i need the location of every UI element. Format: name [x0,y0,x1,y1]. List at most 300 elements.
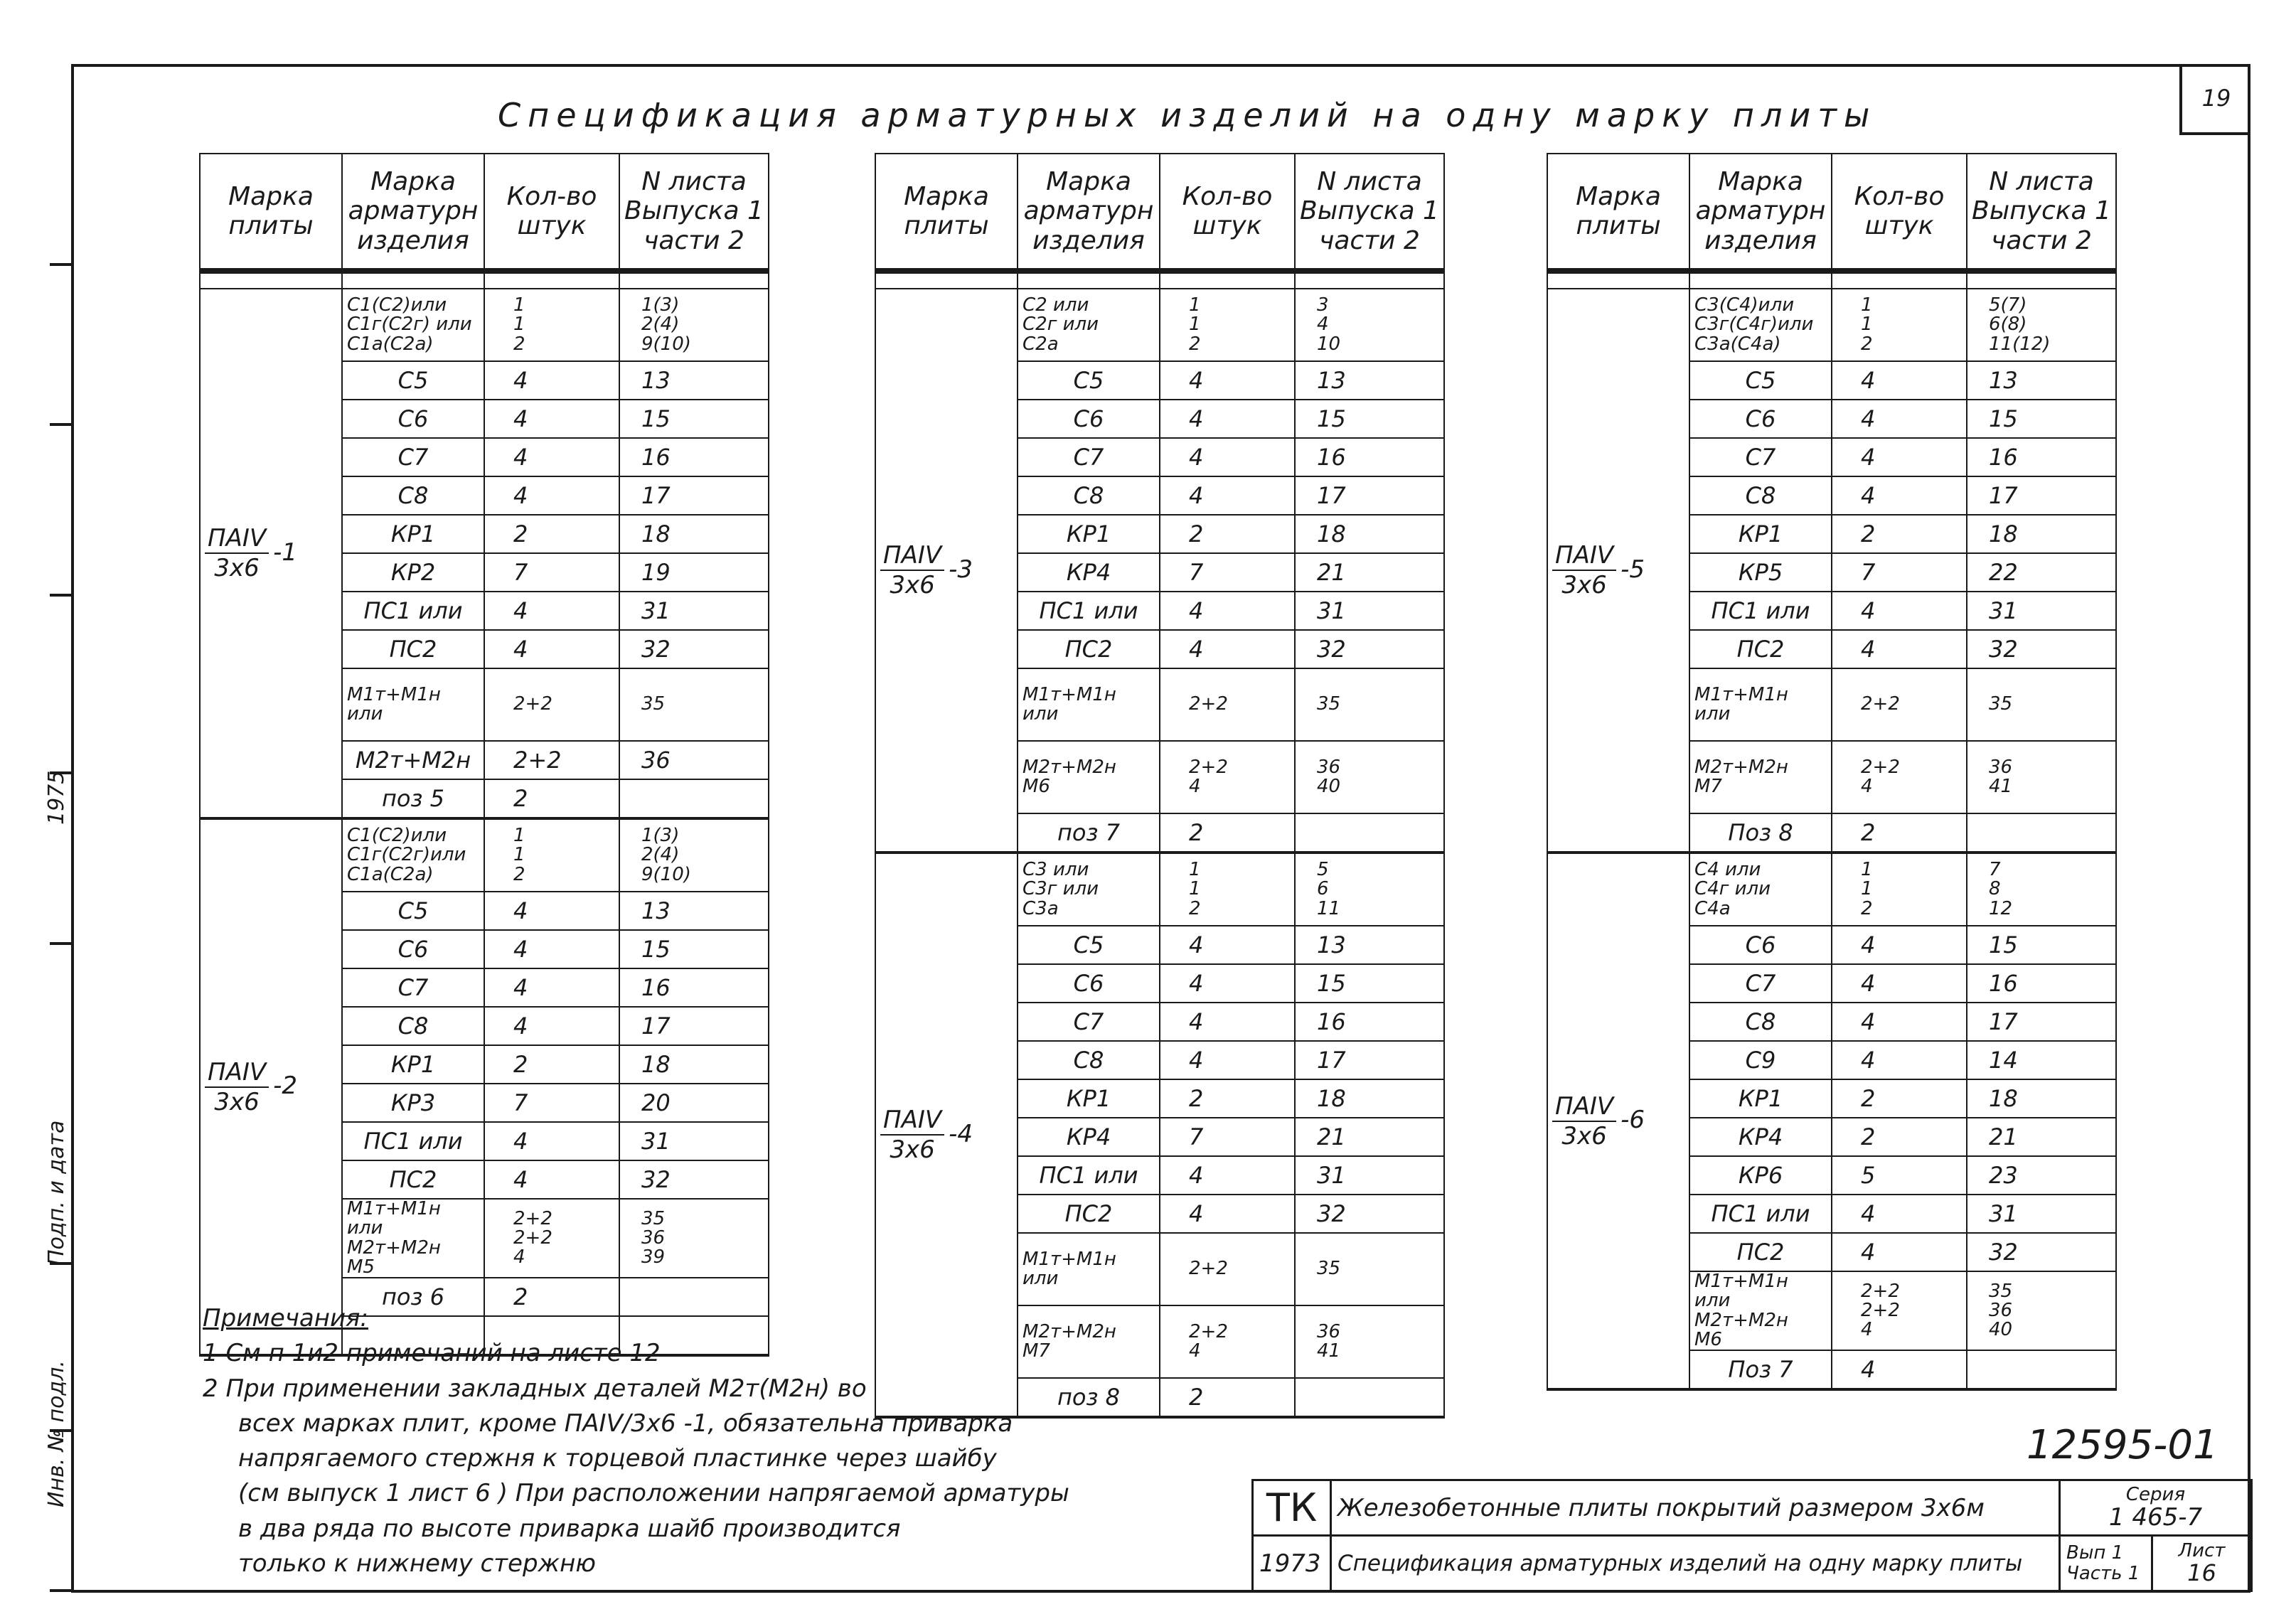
reinforcement-item: С7 [1689,964,1832,1003]
item-quantity: 4 [1832,400,1967,438]
page-number: 19 [2179,64,2250,135]
plate-mark-suffix: -4 [949,1119,973,1148]
item-sheet-ref: 17 [619,1007,769,1045]
item-sheet-ref [619,779,769,818]
reinforcement-item: С5 [1018,361,1160,400]
item-quantity: 4 [484,1007,619,1045]
item-sheet-ref: 15 [1295,400,1444,438]
item-quantity: 2+2 4 [1832,741,1967,813]
item-sheet-ref [1967,813,2116,853]
reinforcement-item: М1т+М1н или [1018,1233,1160,1305]
item-sheet-ref: 35 36 40 [1967,1271,2116,1350]
item-quantity: 4 [1832,1350,1967,1389]
item-quantity: 7 [1160,553,1295,592]
header-qty: Кол-во штук [1832,154,1967,271]
reinforcement-item: М2т+М2н [342,741,484,779]
reinforcement-item: С6 [342,930,484,968]
item-quantity: 4 [1832,926,1967,964]
item-quantity: 1 1 2 [484,289,619,361]
item-sheet-ref: 21 [1295,553,1444,592]
item-sheet-ref: 16 [1967,964,2116,1003]
reinforcement-item: поз 6 [342,1278,484,1316]
item-quantity: 4 [1160,438,1295,476]
reinforcement-item: С7 [342,968,484,1007]
margin-tick [50,1589,73,1592]
reinforcement-item: С8 [1689,476,1832,515]
item-quantity: 2+2 [484,668,619,741]
plate-mark [200,289,342,818]
item-quantity: 1 1 2 [484,818,619,892]
item-quantity: 4 [484,438,619,476]
item-quantity: 2+2 4 [1160,741,1295,813]
item-sheet-ref: 31 [619,1122,769,1160]
reinforcement-item: М1т+М1н или [1689,668,1832,741]
stamp-series [2060,1480,2252,1536]
side-text: Подп. и дата [44,1120,69,1266]
table-row [1547,853,2116,926]
reinforcement-item: КР4 [1018,1118,1160,1156]
item-quantity: 4 [484,630,619,668]
reinforcement-item: ПС1 или [1018,1156,1160,1195]
plate-mark-fraction [880,1106,944,1164]
item-quantity: 4 [1160,964,1295,1003]
item-sheet-ref: 32 [1295,630,1444,668]
item-sheet-ref: 16 [1295,438,1444,476]
header-sheet: N листа Выпуска 1 части 2 [1295,154,1444,271]
reinforcement-item: КР1 [342,515,484,553]
item-quantity: 4 [484,1160,619,1199]
reinforcement-item: С6 [342,400,484,438]
note-line: всех марках плит, кроме ПАIV/3x6 -1, обязательна приварка [238,1409,1013,1438]
item-quantity: 7 [484,1084,619,1122]
reinforcement-item: ПС2 [342,1160,484,1199]
item-sheet-ref: 22 [1967,553,2116,592]
stamp-name-2: Спецификация арматурных изделий на одну марку плиты [1331,1536,2060,1591]
reinforcement-item: С3(С4)или С3г(С4г)или С3а(С4а) [1689,289,1832,361]
reinforcement-item: С7 [342,438,484,476]
reinforcement-item: С8 [342,1007,484,1045]
item-quantity: 4 [1832,1233,1967,1271]
header-sheet: N листа Выпуска 1 части 2 [1967,154,2116,271]
item-sheet-ref: 5 6 11 [1295,853,1444,926]
spacer-cell [342,271,484,289]
reinforcement-item: М1т+М1н или М2т+М2н М5 [342,1199,484,1278]
item-quantity: 4 [1160,926,1295,964]
item-quantity: 2 [1832,515,1967,553]
reinforcement-item: С8 [1018,1041,1160,1079]
item-quantity: 1 1 2 [1832,853,1967,926]
item-quantity: 4 [1832,592,1967,630]
stamp-name-1: Железобетонные плиты покрытий размером 3х6м [1331,1480,2060,1536]
plate-mark-fraction [205,524,269,582]
table-row [1547,289,2116,361]
item-sheet-ref: 13 [619,361,769,400]
notes [203,1301,1255,1581]
plate-mark-suffix: -5 [1620,555,1645,584]
table-row [200,289,769,361]
item-quantity: 4 [1832,1195,1967,1233]
plate-mark-suffix: -2 [273,1072,298,1101]
header-qty: Кол-во штук [1160,154,1295,271]
reinforcement-item: КР4 [1689,1118,1832,1156]
stamp-sheet-label: Лист [2178,1539,2226,1561]
reinforcement-item: ПС2 [1689,1233,1832,1271]
stamp-sheet [2152,1536,2252,1591]
item-quantity: 2 [484,779,619,818]
item-sheet-ref: 15 [1967,400,2116,438]
item-sheet-ref: 35 36 39 [619,1199,769,1278]
item-quantity: 2 [1832,1118,1967,1156]
item-sheet-ref: 36 [619,741,769,779]
item-sheet-ref: 36 41 [1967,741,2116,813]
reinforcement-item: С5 [342,361,484,400]
spacer-cell [1018,271,1160,289]
plate-mark-suffix: -3 [949,555,973,584]
spec-table [875,153,1445,1419]
item-sheet-ref: 15 [1295,964,1444,1003]
stamp-issue: Вып 1 Часть 1 [2060,1536,2152,1591]
item-quantity: 4 [484,930,619,968]
item-sheet-ref: 17 [619,476,769,515]
item-quantity: 2 [1160,515,1295,553]
item-quantity: 2 [1832,813,1967,853]
document-number: 12595-01 [2027,1422,2218,1468]
item-sheet-ref: 36 41 [1295,1305,1444,1378]
note-line: напрягаемого стержня к торцевой пластинке через шайбу [238,1444,997,1473]
item-quantity: 2+2 [484,741,619,779]
stamp-series-value: 1 465-7 [2108,1503,2203,1532]
spacer-cell [484,271,619,289]
item-sheet-ref: 15 [1967,926,2116,964]
item-sheet-ref: 31 [1295,592,1444,630]
item-quantity: 4 [1160,1156,1295,1195]
reinforcement-item: КР1 [1689,515,1832,553]
reinforcement-item: ПС2 [1018,1195,1160,1233]
item-sheet-ref: 32 [1295,1195,1444,1233]
item-quantity: 1 1 2 [1160,853,1295,926]
item-sheet-ref [1295,813,1444,853]
item-quantity: 4 [1160,1195,1295,1233]
item-sheet-ref: 31 [1295,1156,1444,1195]
item-sheet-ref: 3 4 10 [1295,289,1444,361]
item-quantity: 2+2 2+2 4 [484,1199,619,1278]
spacer-cell [1295,271,1444,289]
plate-mark-type: ПАIV [880,1106,944,1136]
item-quantity: 7 [1832,553,1967,592]
reinforcement-item: ПС1 или [1689,1195,1832,1233]
item-quantity: 4 [1160,630,1295,668]
plate-mark-fraction [880,541,944,599]
item-sheet-ref: 23 [1967,1156,2116,1195]
spacer-cell [1547,271,1689,289]
reinforcement-item: М1т+М1н или М2т+М2н М6 [1689,1271,1832,1350]
item-sheet-ref: 5(7) 6(8) 11(12) [1967,289,2116,361]
reinforcement-item: С5 [1689,361,1832,400]
note-line: (см выпуск 1 лист 6 ) При расположении напрягаемой арматуры [238,1479,1069,1508]
notes-heading: Примечания: [203,1304,368,1332]
item-sheet-ref: 21 [1295,1118,1444,1156]
item-quantity: 4 [484,892,619,930]
plate-mark-size: 3x6 [214,554,260,582]
margin-tick [50,594,73,597]
header-item: Марка арматурн изделия [1018,154,1160,271]
spacer-cell [1689,271,1832,289]
plate-mark-type: ПАIV [1552,1092,1616,1122]
table-row [200,818,769,892]
header-mark: Марка плиты [1547,154,1689,271]
table-row [875,289,1444,361]
side-text: 1975 [44,770,69,825]
item-quantity: 1 1 2 [1832,289,1967,361]
item-quantity: 4 [1160,1041,1295,1079]
item-sheet-ref: 13 [1967,361,2116,400]
reinforcement-item: С6 [1689,400,1832,438]
item-quantity: 2 [484,1278,619,1316]
item-quantity: 4 [484,592,619,630]
item-quantity: 4 [484,968,619,1007]
reinforcement-item: С8 [1018,476,1160,515]
reinforcement-item: С9 [1689,1041,1832,1079]
reinforcement-item: ПС2 [1018,630,1160,668]
margin-tick [50,423,73,426]
reinforcement-item: поз 8 [1018,1378,1160,1417]
item-quantity: 4 [1832,361,1967,400]
reinforcement-item: ПС1 или [342,592,484,630]
item-sheet-ref: 35 [1295,668,1444,741]
item-sheet-ref: 14 [1967,1041,2116,1079]
item-quantity: 2+2 [1160,1233,1295,1305]
reinforcement-item: ПС1 или [342,1122,484,1160]
reinforcement-item: КР1 [1018,1079,1160,1118]
note-line: 1 См п 1и2 примечаний на листе 12 [203,1339,661,1368]
plate-mark-type: ПАIV [880,541,944,571]
reinforcement-item: С6 [1018,400,1160,438]
item-sheet-ref: 18 [1967,1079,2116,1118]
item-quantity: 2 [484,515,619,553]
item-sheet-ref [1295,1378,1444,1417]
note-line: только к нижнему стержню [238,1549,597,1578]
item-sheet-ref: 13 [1295,926,1444,964]
reinforcement-item: Поз 8 [1689,813,1832,853]
item-quantity: 4 [1832,964,1967,1003]
item-quantity: 4 [1832,438,1967,476]
item-sheet-ref: 20 [619,1084,769,1122]
reinforcement-item: КР4 [1018,553,1160,592]
item-sheet-ref [1967,1350,2116,1389]
stamp-series-label: Серия [2125,1483,2186,1505]
spacer-cell [1160,271,1295,289]
reinforcement-item: ПС2 [342,630,484,668]
item-sheet-ref: 19 [619,553,769,592]
item-quantity: 2+2 4 [1160,1305,1295,1378]
plate-mark-suffix: -6 [1620,1106,1645,1135]
item-sheet-ref: 31 [1967,592,2116,630]
item-quantity: 2+2 [1832,668,1967,741]
item-quantity: 4 [1832,630,1967,668]
item-sheet-ref: 35 [1967,668,2116,741]
reinforcement-item: М1т+М1н или [1018,668,1160,741]
item-quantity: 1 1 2 [1160,289,1295,361]
title-block [1251,1479,2253,1592]
plate-mark-size: 3x6 [1561,571,1607,599]
spec-table [199,153,769,1357]
item-quantity: 7 [1160,1118,1295,1156]
reinforcement-item: ПС1 или [1689,592,1832,630]
plate-mark-size: 3x6 [214,1087,260,1116]
item-quantity: 2+2 [1160,668,1295,741]
reinforcement-item: С7 [1018,1003,1160,1041]
item-sheet-ref: 17 [1295,1041,1444,1079]
item-sheet-ref: 15 [619,930,769,968]
spacer-cell [875,271,1018,289]
item-quantity: 4 [484,476,619,515]
plate-mark [200,818,342,1355]
stamp-org: ТК [1253,1480,1331,1536]
item-quantity: 2 [1832,1079,1967,1118]
spacer-cell [200,271,342,289]
stamp-sheet-value: 16 [2187,1559,2216,1587]
item-sheet-ref: 18 [1295,515,1444,553]
reinforcement-item: С4 или С4г или С4а [1689,853,1832,926]
plate-mark-size: 3x6 [890,1136,935,1164]
reinforcement-item: М2т+М2н М7 [1018,1305,1160,1378]
item-sheet-ref: 17 [1295,476,1444,515]
item-quantity: 2 [1160,1079,1295,1118]
reinforcement-item: поз 7 [1018,813,1160,853]
item-quantity: 7 [484,553,619,592]
item-sheet-ref: 16 [1295,1003,1444,1041]
item-sheet-ref: 35 [619,668,769,741]
reinforcement-item: С5 [342,892,484,930]
item-sheet-ref: 21 [1967,1118,2116,1156]
item-quantity: 4 [484,361,619,400]
plate-mark-fraction [205,1058,269,1116]
reinforcement-item: КР2 [342,553,484,592]
plate-mark-suffix: -1 [273,538,298,567]
item-sheet-ref: 16 [1967,438,2116,476]
reinforcement-item: С2 или С2г или С2а [1018,289,1160,361]
reinforcement-item: ПС2 [1689,630,1832,668]
item-sheet-ref: 13 [1295,361,1444,400]
item-sheet-ref: 32 [619,630,769,668]
reinforcement-item: С8 [342,476,484,515]
item-sheet-ref: 16 [619,968,769,1007]
reinforcement-item: С5 [1018,926,1160,964]
plate-mark [1547,853,1689,1389]
item-quantity: 4 [1160,476,1295,515]
item-quantity: 4 [1160,1003,1295,1041]
reinforcement-item: С7 [1018,438,1160,476]
header-qty: Кол-во штук [484,154,619,271]
item-quantity: 5 [1832,1156,1967,1195]
reinforcement-item: С1(С2)или С1г(С2г)или С1а(С2а) [342,818,484,892]
item-quantity: 2 [1160,1378,1295,1417]
plate-mark-fraction [1552,1092,1616,1150]
item-sheet-ref: 17 [1967,1003,2116,1041]
item-quantity: 4 [1160,592,1295,630]
plate-mark-fraction [1552,541,1616,599]
header-item: Марка арматурн изделия [342,154,484,271]
stamp-year: 1973 [1253,1536,1331,1591]
reinforcement-item: КР1 [1018,515,1160,553]
reinforcement-item: С7 [1689,438,1832,476]
reinforcement-item: КР6 [1689,1156,1832,1195]
item-quantity: 4 [484,400,619,438]
reinforcement-item: Поз 7 [1689,1350,1832,1389]
reinforcement-item: С1(С2)или С1г(С2г) или С1а(С2а) [342,289,484,361]
reinforcement-item: ПС1 или [1018,592,1160,630]
item-sheet-ref: 17 [1967,476,2116,515]
item-quantity: 4 [1160,400,1295,438]
item-sheet-ref: 1(3) 2(4) 9(10) [619,289,769,361]
reinforcement-item: С8 [1689,1003,1832,1041]
item-sheet-ref: 32 [1967,1233,2116,1271]
plate-mark-size: 3x6 [1561,1121,1607,1150]
item-quantity: 2 [1160,813,1295,853]
plate-mark [1547,289,1689,853]
header-sheet: N листа Выпуска 1 части 2 [619,154,769,271]
reinforcement-item: КР1 [342,1045,484,1084]
plate-mark [875,289,1018,853]
item-quantity: 4 [1160,361,1295,400]
margin-tick [50,263,73,266]
item-sheet-ref: 7 8 12 [1967,853,2116,926]
header-mark: Марка плиты [875,154,1018,271]
item-sheet-ref: 32 [1967,630,2116,668]
reinforcement-item: С3 или С3г или С3а [1018,853,1160,926]
item-sheet-ref: 18 [1967,515,2116,553]
reinforcement-item: С6 [1689,926,1832,964]
reinforcement-item: КР1 [1689,1079,1832,1118]
item-sheet-ref: 32 [619,1160,769,1199]
item-sheet-ref: 31 [619,592,769,630]
reinforcement-item: С6 [1018,964,1160,1003]
page-title: Спецификация арматурных изделий на одну марку плиты [498,96,1877,134]
reinforcement-item: поз 5 [342,779,484,818]
plate-mark-type: ПАIV [1552,541,1616,571]
item-sheet-ref: 18 [1295,1079,1444,1118]
item-sheet-ref: 18 [619,515,769,553]
item-sheet-ref: 18 [619,1045,769,1084]
plate-mark-type: ПАIV [205,524,269,554]
item-quantity: 2+2 2+2 4 [1832,1271,1967,1350]
reinforcement-item: М2т+М2н М7 [1689,741,1832,813]
note-line: 2 При применении закладных деталей М2т(М2н) во [203,1374,867,1403]
spacer-cell [1967,271,2116,289]
item-sheet-ref: 31 [1967,1195,2116,1233]
item-sheet-ref: 35 [1295,1233,1444,1305]
item-sheet-ref: 16 [619,438,769,476]
spacer-cell [1832,271,1967,289]
item-quantity: 4 [1832,1041,1967,1079]
item-sheet-ref: 36 40 [1295,741,1444,813]
reinforcement-item: КР3 [342,1084,484,1122]
side-text: Инв. № подл. [44,1360,69,1507]
header-mark: Марка плиты [200,154,342,271]
plate-mark-type: ПАIV [205,1058,269,1088]
item-sheet-ref: 13 [619,892,769,930]
item-sheet-ref: 15 [619,400,769,438]
table-row [875,853,1444,926]
spec-table [1547,153,2117,1391]
margin-tick [50,942,73,945]
reinforcement-item: М2т+М2н М6 [1018,741,1160,813]
note-line: в два ряда по высоте приварка шайб производится [238,1514,901,1543]
item-quantity: 2 [484,1045,619,1084]
item-quantity: 4 [1832,1003,1967,1041]
item-quantity: 4 [1832,476,1967,515]
plate-mark-size: 3x6 [890,571,935,599]
